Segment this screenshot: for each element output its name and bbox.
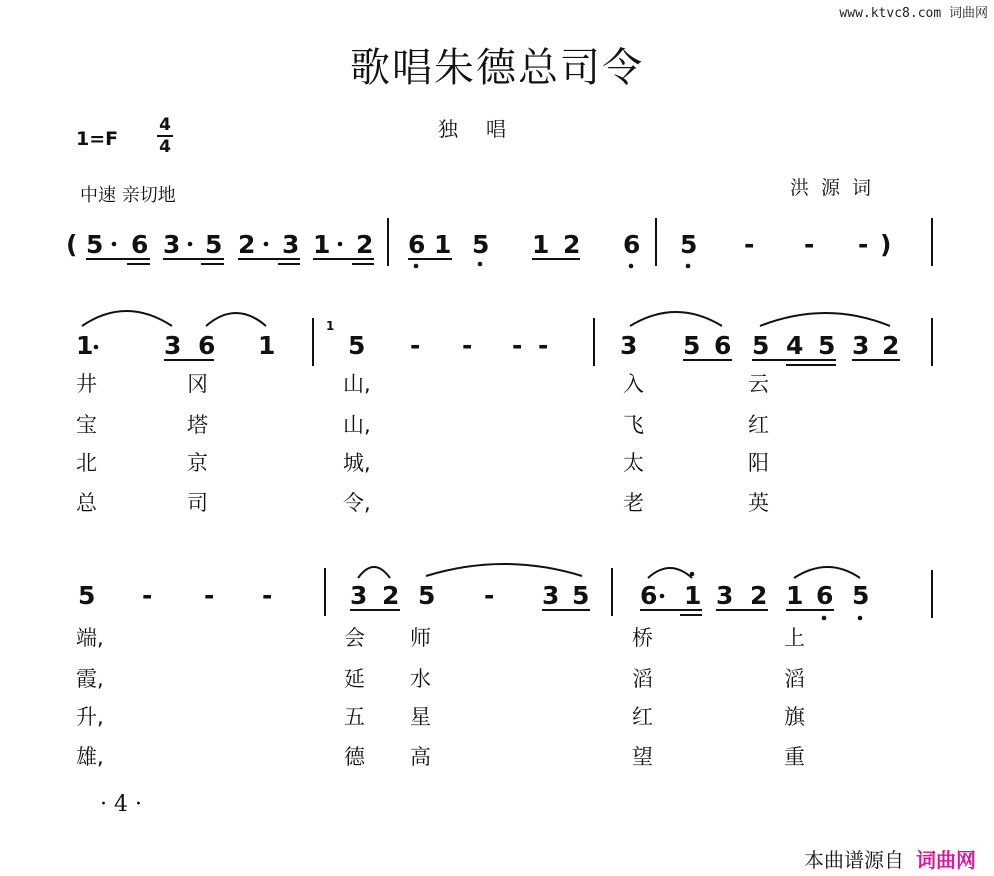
lyric: 宝 — [76, 413, 97, 437]
lyric: 云 — [748, 372, 769, 396]
note: 5 — [852, 581, 870, 610]
lyric: 总 — [76, 491, 97, 515]
score-row-2 — [76, 311, 932, 366]
dash: - — [512, 331, 523, 360]
lyric-line — [76, 372, 769, 396]
lyric-line — [76, 745, 805, 769]
lyric-line — [76, 491, 769, 515]
page-number: · 4 · — [100, 792, 142, 817]
lyric: 老 — [623, 491, 644, 515]
lyric: 雄, — [76, 745, 104, 769]
dash: - — [142, 581, 153, 610]
note: 1 — [313, 230, 331, 259]
lyric: 重 — [784, 745, 805, 769]
song-title: 歌唱朱德总司令 — [350, 45, 644, 91]
lyric: 红 — [748, 413, 769, 437]
lyric: 山, — [343, 413, 371, 437]
lyric: 滔 — [784, 667, 805, 691]
time-sig-denominator: 4 — [159, 137, 171, 157]
dash: - — [858, 230, 869, 259]
note: 5 — [752, 331, 770, 360]
lyric: 红 — [632, 705, 653, 729]
close-paren: ) — [880, 230, 892, 259]
note: 2 — [238, 230, 256, 259]
lyric: 师 — [410, 626, 431, 650]
lyric: 桥 — [632, 626, 653, 650]
note: 6 — [640, 581, 658, 610]
note: 3 — [852, 331, 870, 360]
lyric: 阳 — [748, 451, 769, 475]
note: 1 — [684, 581, 702, 610]
lyric: 高 — [410, 745, 431, 769]
lyric: 会 — [344, 626, 365, 650]
lyrics-block-1 — [76, 372, 769, 515]
note: 3 — [542, 581, 560, 610]
note: 4 — [786, 331, 804, 360]
lyric: 德 — [344, 745, 365, 769]
time-sig-numerator: 4 — [159, 115, 171, 135]
note: 2 — [356, 230, 374, 259]
note: 2 — [563, 230, 581, 259]
lyric: 飞 — [623, 413, 644, 437]
source-text: 本曲谱源自 — [804, 848, 904, 872]
note: 5 — [205, 230, 223, 259]
note: 3 — [164, 331, 182, 360]
lyrics-block-2 — [76, 626, 805, 769]
site-watermark: www.ktvc8.com 词曲网 — [839, 6, 988, 21]
lyricist-credit: 洪源词 — [790, 177, 884, 199]
lyric: 令, — [343, 491, 371, 515]
note: 1 — [532, 230, 550, 259]
lyric: 塔 — [187, 413, 208, 437]
note: 2 — [882, 331, 900, 360]
lyric: 山, — [343, 372, 371, 396]
lyric-line — [76, 451, 769, 475]
lyric: 冈 — [187, 372, 208, 396]
dash: - — [744, 230, 755, 259]
open-paren: ( — [66, 230, 78, 259]
lyric: 滔 — [632, 667, 653, 691]
note: 5 — [572, 581, 590, 610]
dash: - — [804, 230, 815, 259]
grace-note: 1 — [326, 319, 335, 333]
lyric: 北 — [76, 451, 97, 475]
dash: - — [462, 331, 473, 360]
lyric: 入 — [623, 372, 644, 396]
note: 5 — [472, 230, 490, 259]
note: 6 — [816, 581, 834, 610]
lyric: 升, — [76, 705, 104, 729]
key-signature: 1=F — [76, 128, 119, 150]
note: 5 — [418, 581, 436, 610]
lyric-line — [76, 705, 805, 729]
performance-type: 独唱 — [438, 117, 534, 141]
note: 1 — [786, 581, 804, 610]
lyric: 上 — [784, 626, 805, 650]
score-row-1 — [66, 218, 932, 268]
note: 5 — [818, 331, 836, 360]
lyric: 延 — [344, 667, 365, 691]
note: 2 — [750, 581, 768, 610]
lyric: 端, — [76, 626, 104, 650]
note: 3 — [350, 581, 368, 610]
lyric: 司 — [187, 491, 208, 515]
dash: - — [484, 581, 495, 610]
note: 3 — [620, 331, 638, 360]
lyric: 星 — [410, 705, 431, 729]
note: 5 — [78, 581, 96, 610]
lyric: 旗 — [784, 705, 805, 729]
source-credit — [804, 844, 976, 873]
note: 6 — [714, 331, 732, 360]
note: 6 — [623, 230, 641, 259]
lyric: 望 — [632, 745, 653, 769]
dash: - — [262, 581, 273, 610]
dash: - — [204, 581, 215, 610]
lyric: 井 — [76, 372, 97, 396]
dash: - — [538, 331, 549, 360]
note: 1 — [434, 230, 452, 259]
tempo-marking: 中速 亲切地 — [80, 185, 176, 206]
lyric-line — [76, 667, 805, 691]
note: 1 — [258, 331, 276, 360]
note: 6 — [131, 230, 149, 259]
dash: - — [410, 331, 421, 360]
lyric: 霞, — [76, 667, 104, 691]
lyric: 京 — [187, 451, 208, 475]
note: 6 — [408, 230, 426, 259]
note: 5 — [348, 331, 366, 360]
lyric: 水 — [410, 667, 431, 691]
lyric-line — [76, 413, 769, 437]
source-brand-link[interactable]: 词曲网 — [916, 848, 976, 872]
note: 5 — [683, 331, 701, 360]
note: 3 — [282, 230, 300, 259]
lyric: 英 — [748, 491, 769, 515]
note: 2 — [382, 581, 400, 610]
note: 3 — [716, 581, 734, 610]
lyric: 太 — [623, 451, 644, 475]
note: 6 — [198, 331, 216, 360]
lyric: 五 — [344, 705, 365, 729]
lyric-line — [76, 626, 805, 650]
note: 5 — [680, 230, 698, 259]
note: 5 — [86, 230, 104, 259]
score-row-3 — [78, 564, 932, 620]
note: 3 — [163, 230, 181, 259]
note: 1 — [76, 331, 94, 360]
lyric: 城, — [343, 451, 371, 475]
